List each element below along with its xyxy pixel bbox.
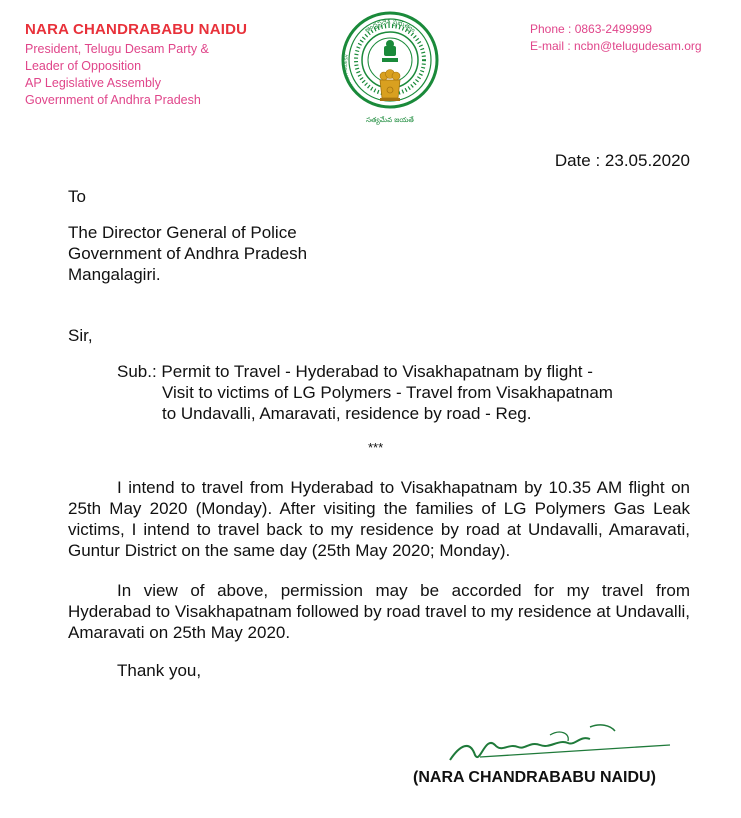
paragraph-text: I intend to travel from Hyderabad to Visakhapatnam by 10.35 AM flight on 25th May 2020 (Monday). After visiting the families of LG Polymers Gas Leak victims, I intend to travel back to my residence by road at Undavalli, Amaravati, Guntur District on the same day (25th May 2020; Monday). (68, 478, 690, 560)
sender-title: Leader of Opposition (25, 59, 142, 73)
email-address: E-mail : ncbn@telugudesam.org (530, 39, 702, 53)
handwritten-signature (440, 715, 680, 775)
signatory-name: (NARA CHANDRABABU NAIDU) (413, 769, 656, 786)
emblem-left-text: ANDHRA PRADESH (342, 53, 358, 93)
subject-line: Sub.: Permit to Travel - Hyderabad to Visakhapatnam by flight - (117, 362, 593, 381)
letterhead-contact (530, 21, 702, 55)
andhra-pradesh-emblem (340, 2, 440, 128)
body-paragraph (68, 580, 690, 643)
sender-title: AP Legislative Assembly (25, 76, 161, 90)
subject-block (117, 361, 593, 382)
paragraph-text: In view of above, permission may be accorded for my travel from Hyderabad to Visakhapatnam followed by road travel to my residence at Undavalli, Amaravati on 25th May 2020. (68, 581, 690, 642)
emblem-top-text: ఆంధ్రప్రదేశ్ ప్రభుత్వం (363, 17, 417, 35)
sender-name: NARA CHANDRABABU NAIDU (25, 21, 248, 38)
letterhead-sender (25, 20, 247, 109)
address-line: Mangalagiri. (68, 265, 161, 284)
svg-text:ANDHRA PRADESH (343, 54, 357, 93)
subject-line: Visit to victims of LG Polymers - Travel from Visakhapatnam (162, 383, 613, 402)
address-line: The Director General of Police (68, 223, 297, 242)
sender-title: President, Telugu Desam Party & (25, 42, 209, 56)
subject-line: to Undavalli, Amaravati, residence by road - Reg. (162, 404, 532, 423)
recipient-to: To (68, 187, 86, 206)
sender-title: Government of Andhra Pradesh (25, 93, 201, 107)
letter-date: Date : 23.05.2020 (554, 151, 690, 170)
recipient-address (68, 222, 307, 285)
emblem-motto: సత్యమేవ జయతే (366, 116, 414, 124)
body-paragraph (68, 477, 690, 561)
separator: *** (368, 440, 384, 455)
phone-number: Phone : 0863-2499999 (530, 22, 653, 36)
closing: Thank you, (117, 661, 202, 680)
salutation: Sir, (68, 326, 93, 345)
address-line: Government of Andhra Pradesh (68, 244, 308, 263)
